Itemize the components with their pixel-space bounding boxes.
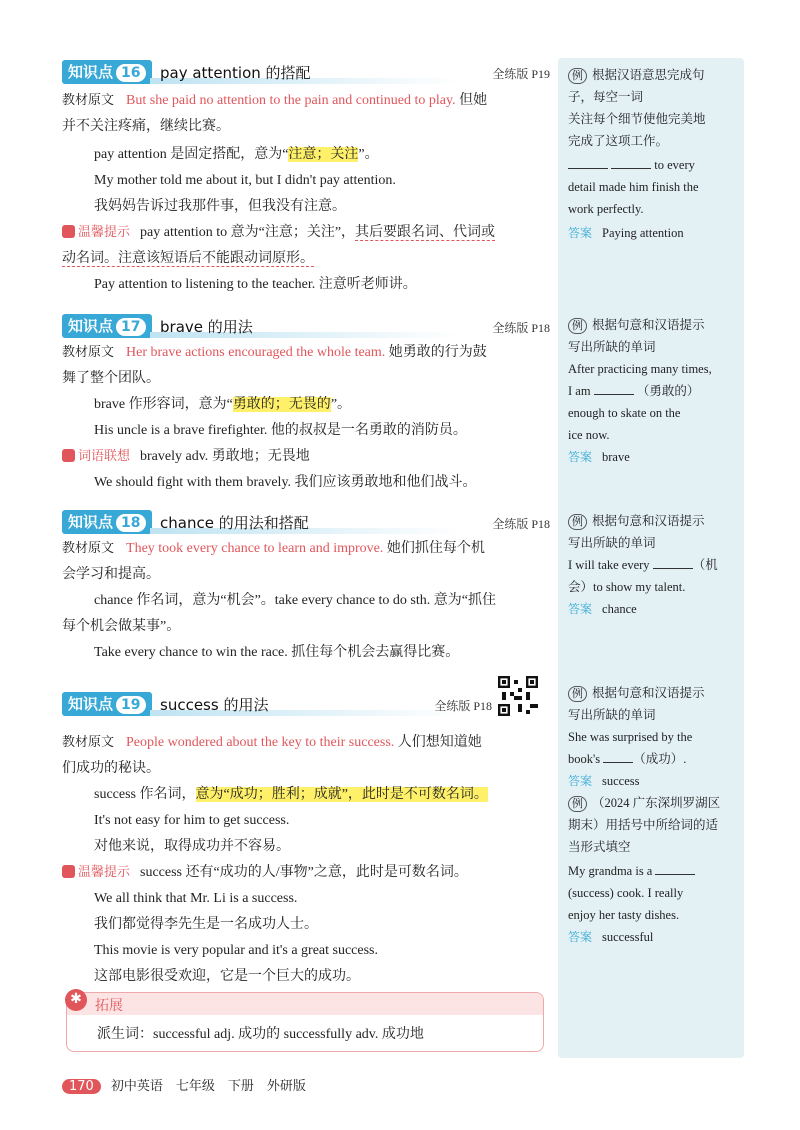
section-title: chance 的用法和搭配: [160, 514, 309, 532]
exercise-text: enough to skate on the: [568, 406, 681, 420]
example-en: It's not easy for him to get success.: [94, 813, 290, 828]
association-example: We should fight with them bravely. 我们应该勇敢地和他们战斗。: [94, 475, 477, 490]
textbook-original: 教材原文 They took every chance to learn and improve. 她们抓住每个机: [62, 541, 485, 556]
example-badge: 例: [568, 796, 587, 812]
exercise-instruction: 例 （2024 广东深圳罗湖区: [568, 792, 738, 814]
definition-cont: 每个机会做某事”。: [62, 619, 181, 634]
textbook-original-cont: 会学习和提高。: [62, 567, 160, 582]
exercise-text: 期末）用括号中所给词的适: [568, 818, 719, 832]
exercise-text: work perfectly.: [568, 202, 644, 216]
book-info: 初中英语 七年级 下册 外研版: [110, 1079, 306, 1094]
exercise-text: 写出所缺的单词: [568, 340, 656, 354]
highlight: 意为“成功；胜利；成就”，此时是不可数名词。: [195, 787, 488, 802]
exercise-text: to every: [568, 154, 738, 176]
exercise-text: 写出所缺的单词: [568, 536, 656, 550]
page-reference: 全练版 P18: [434, 699, 492, 713]
extension-title: 拓展: [95, 998, 123, 1014]
section-title: brave 的用法: [160, 318, 253, 336]
exercise-instruction: 例 根据汉语意思完成句: [568, 64, 738, 86]
answer-blank[interactable]: [594, 394, 634, 395]
textbook-original-cont: 们成功的秘诀。: [62, 761, 160, 776]
tip-icon: [62, 865, 75, 878]
extension-body: 派生词：successful adj. 成功的 successfully adv. 成功地: [97, 1027, 424, 1042]
answer-blank[interactable]: [568, 168, 608, 169]
page-reference: 全练版 P18: [492, 517, 550, 531]
answer-blank[interactable]: [603, 762, 633, 763]
section-number: 16: [116, 64, 145, 82]
tip: 温馨提示 pay attention to 意为“注意；关注”，其后要跟名词、代词或: [62, 220, 550, 246]
association-icon: [62, 449, 75, 462]
example-cn: 对他来说，取得成功并不容易。: [94, 839, 290, 854]
answer: 答案 Paying attention: [568, 226, 684, 240]
section-number: 18: [116, 514, 145, 532]
section-number: 17: [116, 318, 145, 336]
section-17-header: [62, 314, 550, 340]
textbook-original-cont: 并不关注疼痛，继续比赛。: [62, 119, 230, 134]
page-number: 170: [62, 1079, 101, 1094]
page-footer: [62, 1075, 306, 1094]
example: His uncle is a brave firefighter. 他的叔叔是一名勇敢的消防员。: [94, 423, 467, 438]
section-tag: 知识点 19: [62, 692, 152, 716]
section-16-header: [62, 60, 550, 86]
exercise-instruction: 例 根据句意和汉语提示: [568, 682, 738, 704]
example-badge: 例: [568, 514, 587, 530]
tip: 温馨提示 success 还有“成功的人/事物”之意，此时是可数名词。: [62, 860, 550, 886]
exercise-text: 子，每空一词: [568, 90, 644, 104]
extension-box: [66, 992, 544, 1052]
example-en: We all think that Mr. Li is a success.: [94, 891, 298, 906]
tip-cont: 动名词。注意该短语后不能跟动词原形。: [62, 251, 314, 266]
section-number: 19: [116, 696, 145, 714]
example-cn: 这部电影很受欢迎，它是一个巨大的成功。: [94, 969, 360, 984]
textbook-original: 教材原文 Her brave actions encouraged the whole team. 她勇敢的行为鼓: [62, 345, 487, 360]
section-title: pay attention 的搭配: [160, 64, 311, 82]
exercise-text: She was surprised by the: [568, 730, 693, 744]
tip-example: Pay attention to listening to the teacher. 注意听老师讲。: [94, 277, 417, 292]
example-cn: 我妈妈告诉过我那件事，但我没有注意。: [94, 199, 346, 214]
exercise-text: ice now.: [568, 428, 610, 442]
section-tag: 知识点 16: [62, 60, 152, 84]
highlight: 注意；关注: [288, 147, 359, 162]
exercise-text: 当形式填空: [568, 840, 631, 854]
exercise-text: After practicing many times,: [568, 362, 712, 376]
answer: 答案 successful: [568, 930, 654, 944]
answer: 答案 brave: [568, 450, 630, 464]
section-18-header: [62, 510, 550, 536]
page-reference: 全练版 P19: [492, 67, 550, 81]
exercise-instruction: 例 根据句意和汉语提示: [568, 510, 738, 532]
exercise-text: book's （成功）.: [568, 752, 687, 766]
example-en: This movie is very popular and it's a great success.: [94, 943, 379, 958]
example-badge: 例: [568, 318, 587, 334]
textbook-original: 教材原文 People wondered about the key to their success. 人们想知道她: [62, 735, 482, 750]
exercise-text: I will take every （机: [568, 558, 718, 572]
word-association: 词语联想 bravely adv. 勇敢地；无畏地: [62, 444, 550, 470]
exercise-text: 完成了这项工作。: [568, 134, 669, 148]
star-icon: ✱: [65, 989, 87, 1011]
highlight: 勇敢的；无畏的: [232, 397, 331, 412]
example-badge: 例: [568, 686, 587, 702]
textbook-original: 教材原文 But she paid no attention to the pain and continued to play. 但她: [62, 93, 488, 108]
definition: brave 作形容词，意为“勇敢的；无畏的”。: [94, 397, 352, 412]
exercise-text: My grandma is a: [568, 860, 738, 882]
tip-icon: [62, 225, 75, 238]
exercise-text: (success) cook. I really: [568, 886, 684, 900]
example-en: My mother told me about it, but I didn't pay attention.: [94, 173, 396, 188]
answer-blank[interactable]: [655, 874, 695, 875]
exercise-text: 关注每个细节使他完美地: [568, 112, 706, 126]
example-badge: 例: [568, 68, 587, 84]
exercise-text: I am （勇敢的）: [568, 384, 700, 398]
exercise-text: detail made him finish the: [568, 180, 699, 194]
section-tag: 知识点 17: [62, 314, 152, 338]
definition: success 作名词，意为“成功；胜利；成就”，此时是不可数名词。: [94, 787, 488, 802]
example-cn: 我们都觉得李先生是一名成功人士。: [94, 917, 318, 932]
answer: 答案 chance: [568, 602, 637, 616]
section-tag: 知识点 18: [62, 510, 152, 534]
qr-code-icon[interactable]: [498, 676, 538, 716]
page-reference: 全练版 P18: [492, 321, 550, 335]
section-title: success 的用法: [160, 696, 269, 714]
answer: 答案 success: [568, 774, 640, 788]
answer-blank[interactable]: [611, 168, 651, 169]
sidebar-exercises: [558, 58, 744, 1058]
answer-blank[interactable]: [653, 568, 693, 569]
exercise-instruction: 例 根据句意和汉语提示: [568, 314, 738, 336]
definition: chance 作名词，意为“机会”。take every chance to do sth. 意为“抓住: [94, 593, 496, 608]
extension-header: [67, 993, 543, 1015]
exercise-text: 写出所缺的单词: [568, 708, 656, 722]
exercise-text: 会）to show my talent.: [568, 580, 686, 594]
section-19-header: [62, 692, 550, 718]
exercise-text: enjoy her tasty dishes.: [568, 908, 680, 922]
textbook-original-cont: 舞了整个团队。: [62, 371, 160, 386]
definition: pay attention 是固定搭配，意为“注意；关注”。: [94, 147, 379, 162]
example: Take every chance to win the race. 抓住每个机会去赢得比赛。: [94, 645, 460, 660]
